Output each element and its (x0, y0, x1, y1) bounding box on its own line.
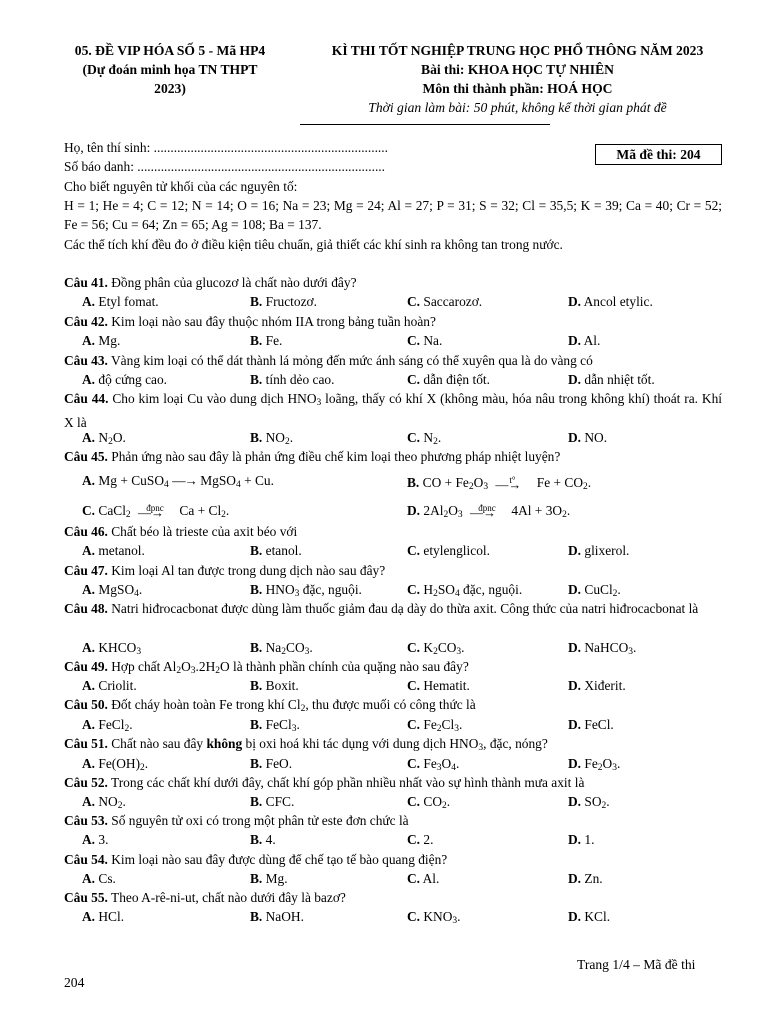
q-text: Kim loại nào sau đây thuộc nhóm IIA trong bảng tuần hoàn? (107, 314, 436, 329)
q-text: Vàng kim loại có thể dát thành lá mỏng đến mức ánh sáng có thể xuyên qua là do vàng có (107, 353, 593, 368)
option-a[interactable]: A. FeCl$_2$. (82, 717, 133, 734)
header-left-line2: (Dự đoán minh họa TN THPT (82, 62, 258, 77)
option-c[interactable]: C. $H_2SO_4$ đặc, nguội. (407, 582, 523, 599)
option-c[interactable]: C. etylenglicol. (407, 543, 490, 558)
option-d[interactable]: D. FeCl. (568, 717, 614, 732)
q-text: Kim loại nào sau đây được dùng để chế tạo tế bào quang điện? (107, 852, 448, 867)
exam-code-box: Mã đề thi: 204 (595, 144, 722, 165)
options-49 (0, 676, 768, 696)
options-44 (0, 428, 768, 448)
question-41 (64, 273, 722, 292)
option-d[interactable]: D. Al. (568, 333, 601, 348)
option-d[interactable]: D. Zn. (568, 871, 603, 886)
option-b[interactable]: B. $Na_2CO_3$. (250, 640, 313, 657)
reaction-arrow-icon: đpnc —→ (134, 499, 176, 518)
question-55 (64, 888, 722, 907)
exam-subject: Bài thi: KHOA HỌC TỰ NHIÊN (421, 62, 614, 77)
option-d[interactable]: D. 1. (568, 832, 595, 847)
option-b[interactable]: B. $NO_2$. (250, 430, 294, 447)
option-c[interactable]: C. $CO_2$. (407, 794, 451, 811)
q-number: Câu 53. (64, 813, 108, 828)
option-b[interactable]: B. tính dẻo cao. (250, 372, 335, 387)
option-a[interactable]: A. Mg + CuSO$_4$ —→ MgSO$_4$ + Cu. (82, 473, 274, 490)
option-a[interactable]: A. Mg. (82, 333, 121, 348)
option-d[interactable]: D. Xiđerit. (568, 678, 626, 693)
exam-header (305, 41, 730, 117)
options-41 (0, 292, 768, 312)
q-text: Kim loại Al tan được trong dung dịch nào sau đây? (107, 563, 386, 578)
options-48 (0, 638, 768, 658)
options-47 (0, 580, 768, 600)
option-a[interactable]: A. 3. (82, 832, 109, 847)
option-d[interactable]: D. $2Al_2O_3$ đpnc —→ $4Al + 3O_2$. (407, 499, 570, 525)
q-text: Trong các chất khí dưới đây, chất khí góp phần nhiều nhất vào sự hình thành mưa axit là (107, 775, 585, 790)
option-c[interactable]: C. dẫn điện tốt. (407, 372, 490, 387)
option-b[interactable]: B. CFC. (250, 794, 295, 809)
option-c[interactable]: C. Al. (407, 871, 440, 886)
exam-component: Môn thi thành phần: HOÁ HỌC (422, 81, 613, 96)
q-text: Số nguyên tử oxi có trong một phân tử este đơn chức là (107, 813, 409, 828)
q-number: Câu 45. (64, 449, 108, 464)
question-47 (64, 561, 722, 580)
options-52 (0, 792, 768, 812)
q-number: Câu 46. (64, 524, 108, 539)
options-46 (0, 541, 768, 561)
question-43 (64, 351, 722, 370)
q-number: Câu 49. (64, 659, 108, 674)
option-a[interactable]: A. độ cứng cao. (82, 372, 167, 387)
options-54 (0, 869, 768, 889)
option-b[interactable]: B. Mg. (250, 871, 288, 886)
question-51: Câu 51. Chất nào sau đây không bị oxi hoá khi tác dụng với dung dịch $HNO_3$, đặc, nóng? (64, 736, 548, 753)
option-a[interactable]: A. $NO_2$. (82, 794, 126, 811)
q-number: Câu 50. (64, 697, 108, 712)
q-number: Câu 48. (64, 601, 108, 616)
option-a[interactable]: A. Cs. (82, 871, 116, 886)
options-55 (0, 907, 768, 927)
school-header (35, 41, 305, 98)
q-text: Chất béo là trieste của axit béo với (107, 524, 298, 539)
option-d[interactable]: D. NaHCO$_3$. (568, 640, 637, 657)
option-d[interactable]: D. CuCl$_2$. (568, 582, 621, 599)
reaction-arrow-icon: t° —→ (491, 471, 533, 490)
q-text: Natri hiđrocacbonat được dùng làm thuốc giảm đau dạ dày do thừa axit. Công thức của natri hiđrocacbonat là (107, 601, 699, 616)
question-50: Câu 50. Đốt cháy hoàn toàn Fe trong khí $Cl_2$, thu được muối có công thức là (64, 697, 476, 714)
option-b[interactable]: B. CO + $Fe_2O_3$ t° —→ $Fe + CO_2$. (407, 471, 591, 497)
q-number: Câu 52. (64, 775, 108, 790)
option-b[interactable]: B. 4. (250, 832, 276, 847)
question-54 (64, 850, 722, 869)
question-45 (64, 447, 722, 466)
option-a[interactable]: A. Criolit. (82, 678, 137, 693)
option-b[interactable]: B. FeO. (250, 756, 293, 771)
option-d[interactable]: D. glixerol. (568, 543, 630, 558)
header-divider (300, 124, 550, 125)
q-text: Phản ứng nào sau đây là phản ứng điều chế kim loại theo phương pháp nhiệt luyện? (107, 449, 561, 464)
option-c[interactable]: C. Saccarozơ. (407, 294, 483, 309)
exam-time: Thời gian làm bài: 50 phút, không kể thời gian phát đề (368, 100, 667, 115)
option-a[interactable]: A. HCl. (82, 909, 125, 924)
option-b[interactable]: B. $HNO_3$ đặc, nguội. (250, 582, 362, 599)
option-c[interactable]: C. $K_2CO_3$. (407, 640, 465, 657)
option-c[interactable]: C. $KNO_3$. (407, 909, 461, 926)
option-d[interactable]: D. $SO_2$. (568, 794, 610, 811)
page-footer-code: 204 (64, 975, 85, 990)
option-a[interactable]: A. $Fe(OH)_2$. (82, 756, 149, 773)
option-c[interactable]: C. Na. (407, 333, 443, 348)
option-d[interactable]: D. $Fe_2O_3$. (568, 756, 621, 773)
question-48 (64, 599, 722, 618)
q-number: Câu 51. (64, 736, 108, 751)
option-d[interactable]: D. dẫn nhiệt tốt. (568, 372, 655, 387)
option-a[interactable]: A. Etyl fomat. (82, 294, 159, 309)
option-c[interactable]: C. $Fe_2Cl_3$. (407, 717, 463, 734)
question-53 (64, 811, 722, 830)
option-c[interactable]: C. $N_2$. (407, 430, 442, 447)
options-45-row1 (0, 471, 768, 491)
q-number: Câu 54. (64, 852, 108, 867)
candidate-number: Số báo danh: .......................................................................... (64, 159, 385, 174)
options-42 (0, 331, 768, 351)
option-c[interactable]: C. $Fe_3O_4$. (407, 756, 460, 773)
options-43 (0, 370, 768, 390)
q-number: Câu 47. (64, 563, 108, 578)
option-b[interactable]: B. Fructozơ. (250, 294, 317, 309)
exam-title: KÌ THI TỐT NGHIỆP TRUNG HỌC PHỔ THÔNG NĂM 2023 (331, 43, 704, 58)
option-b[interactable]: B. FeCl$_3$. (250, 717, 300, 734)
option-d[interactable]: D. Ancol etylic. (568, 294, 653, 309)
q-number: Câu 43. (64, 353, 108, 368)
option-b[interactable]: B. Fe. (250, 333, 283, 348)
options-50 (0, 715, 768, 735)
intro-line1: Cho biết nguyên tử khối của các nguyên tố: (64, 179, 298, 194)
page-footer: Trang 1/4 – Mã đề thi (577, 957, 696, 972)
q-number: Câu 41. (64, 275, 108, 290)
option-c[interactable]: C. 2. (407, 832, 434, 847)
question-42 (64, 312, 722, 331)
candidate-name: Họ, tên thí sinh: ...................................................................... (64, 140, 388, 155)
q-text: Theo A-rê-ni-ut, chất nào dưới đây là bazơ? (107, 890, 346, 905)
option-c[interactable]: C. CaCl$_2$ đpnc —→ $Ca + Cl_2$. (82, 499, 229, 525)
option-d[interactable]: D. NO. (568, 430, 608, 445)
q-number: Câu 42. (64, 314, 108, 329)
reaction-arrow-icon: đpnc —→ (466, 499, 508, 518)
options-45-row2 (0, 499, 768, 519)
header-left-line3: 2023) (154, 81, 186, 96)
option-d[interactable]: D. KCl. (568, 909, 611, 924)
options-53 (0, 830, 768, 850)
intro-note: Các thể tích khí đều đo ở điều kiện tiêu chuẩn, giả thiết các khí sinh ra không tan trong nước. (64, 237, 563, 252)
question-44: Câu 44. Cho kim loại Cu vào dung dịch $HNO_3$ loãng, thấy có khí X (không màu, hóa nâu trong không khí) thoát ra. Khí X là (64, 391, 722, 431)
options-51 (0, 754, 768, 774)
option-a[interactable]: A. metanol. (82, 543, 145, 558)
q-number: Câu 55. (64, 890, 108, 905)
question-52 (64, 773, 722, 792)
q-text: Đồng phân của glucozơ là chất nào dưới đây? (107, 275, 357, 290)
option-a[interactable]: A. $KHCO_3$ (82, 640, 142, 657)
question-46 (64, 522, 722, 541)
option-a[interactable]: A. MgSO$_4$. (82, 582, 143, 599)
option-b[interactable]: B. NaOH. (250, 909, 304, 924)
q-number: Câu 44. (64, 391, 109, 406)
option-b[interactable]: B. etanol. (250, 543, 302, 558)
option-b[interactable]: B. Boxit. (250, 678, 299, 693)
header-left-line1: 05. ĐỀ VIP HÓA SỐ 5 - Mã HP4 (74, 43, 266, 58)
atomic-masses: H = 1; He = 4; C = 12; N = 14; O = 16; Na = 23; Mg = 24; Al = 27; P = 31; S = 32; Cl = 35,5; K = 39; Ca = 40; Cr = 52; Fe = 56; Cu = 64; Zn = 65; Ag = 108; Ba = 137. (64, 198, 722, 233)
option-c[interactable]: C. Hematit. (407, 678, 470, 693)
question-49: Câu 49. Hợp chất $Al_2O_3.2H_2O$ là thành phần chính của quặng nào sau đây? (64, 659, 469, 676)
option-a[interactable]: A. $N_2O$. (82, 430, 126, 447)
